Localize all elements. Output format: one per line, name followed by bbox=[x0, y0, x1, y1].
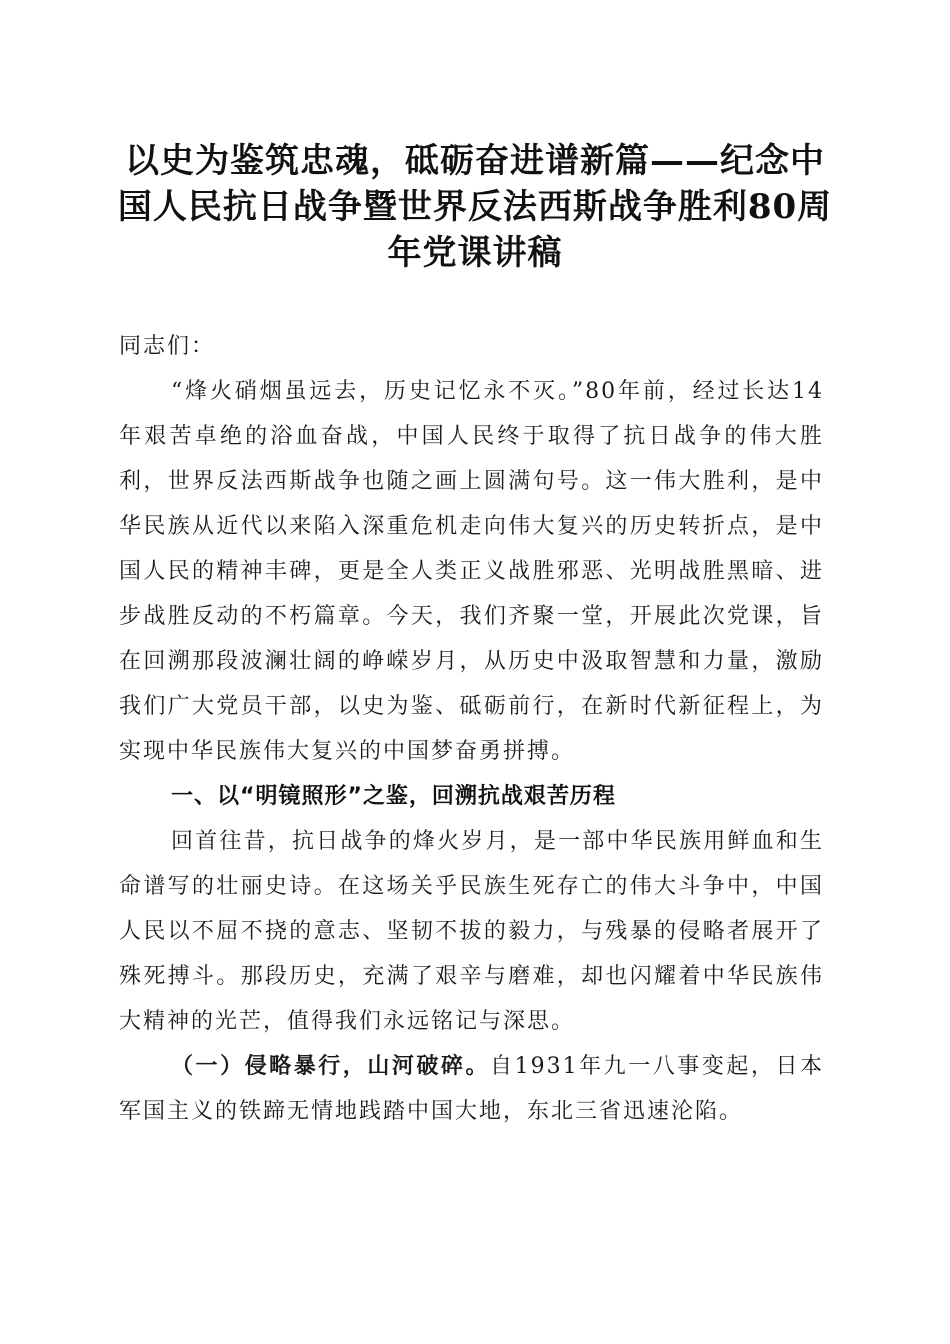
subsection-1-paragraph bbox=[119, 1044, 824, 1134]
document-title: 以史为鉴筑忠魂，砥砺奋进谱新篇——纪念中国人民抗日战争暨世界反法西斯战争胜利80周年党课讲稿 bbox=[117, 141, 833, 273]
intro-paragraph: “烽火硝烟虽远去，历史记忆永不灭。”80年前，经过长达14年艰苦卓绝的浴血奋战，中国人民终于取得了抗日战争的伟大胜利，世界反法西斯战争也随之画上圆满句号。这一伟大胜利，是中华民族从近代以来陷入深重危机走向伟大复兴的历史转折点，是中国人民的精神丰碑，更是全人类正义战胜邪恶、光明战胜黑暗、进步战胜反动的不朽篇章。今天，我们齐聚一堂，开展此次党课，旨在回溯那段波澜壮阔的峥嵘岁月，从历史中汲取智慧和力量，激励我们广大党员干部，以史为鉴、砥砺前行，在新时代新征程上，为实现中华民族伟大复兴的中国梦奋勇拼搏。 bbox=[119, 379, 824, 764]
document-body bbox=[119, 324, 824, 1134]
greeting: 同志们： bbox=[119, 334, 216, 359]
section-1-paragraph: 回首往昔，抗日战争的烽火岁月，是一部中华民族用鲜血和生命谱写的壮丽史诗。在这场关乎民族生死存亡的伟大斗争中，中国人民以不屈不挠的意志、坚韧不拔的毅力，与残暴的侵略者展开了殊死搏斗。那段历史，充满了艰辛与磨难，却也闪耀着中华民族伟大精神的光芒，值得我们永远铭记与深思。 bbox=[119, 829, 824, 1034]
subsection-1-text: 自1931年九一八事变起，日本军国主义的铁蹄无情地践踏中国大地，东北三省迅速沦陷。 bbox=[119, 1054, 824, 1124]
section-heading-1: 一、以“明镜照形”之鉴，回溯抗战艰苦历程 bbox=[171, 784, 616, 809]
subsection-heading-1: （一）侵略暴行，山河破碎。 bbox=[171, 1053, 491, 1079]
